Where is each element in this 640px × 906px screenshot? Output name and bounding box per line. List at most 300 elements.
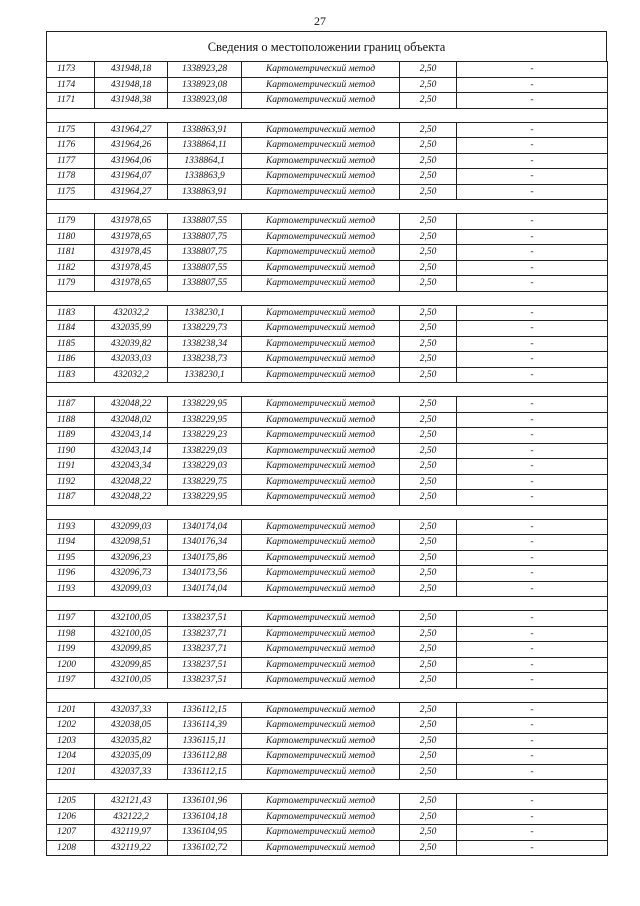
- description-cell: -: [457, 122, 608, 138]
- accuracy-cell: 2,50: [400, 474, 457, 490]
- table-row: [47, 153, 608, 169]
- point-number-cell: 1204: [47, 749, 95, 765]
- accuracy-cell: 2,50: [400, 428, 457, 444]
- coord-y-cell: 1338237,51: [168, 657, 242, 673]
- method-cell: Картометрический метод: [242, 794, 400, 810]
- separator-cell: [47, 291, 608, 305]
- coord-x-cell: 432099,03: [95, 581, 168, 597]
- description-cell: -: [457, 733, 608, 749]
- coord-x-cell: 432048,02: [95, 412, 168, 428]
- separator-cell: [47, 383, 608, 397]
- method-cell: Картометрический метод: [242, 749, 400, 765]
- method-cell: Картометрический метод: [242, 825, 400, 841]
- description-cell: -: [457, 535, 608, 551]
- method-cell: Картометрический метод: [242, 305, 400, 321]
- coord-x-cell: 432037,33: [95, 764, 168, 780]
- table-row: [47, 642, 608, 658]
- description-cell: -: [457, 794, 608, 810]
- table-row: [47, 626, 608, 642]
- description-cell: -: [457, 702, 608, 718]
- table-row: [47, 581, 608, 597]
- description-cell: -: [457, 62, 608, 78]
- accuracy-cell: 2,50: [400, 62, 457, 78]
- method-cell: Картометрический метод: [242, 397, 400, 413]
- accuracy-cell: 2,50: [400, 412, 457, 428]
- group-separator-row: [47, 383, 608, 397]
- description-cell: -: [457, 260, 608, 276]
- coord-x-cell: 432099,03: [95, 519, 168, 535]
- method-cell: Картометрический метод: [242, 412, 400, 428]
- method-cell: Картометрический метод: [242, 153, 400, 169]
- coord-x-cell: 432099,85: [95, 657, 168, 673]
- accuracy-cell: 2,50: [400, 673, 457, 689]
- description-cell: -: [457, 336, 608, 352]
- accuracy-cell: 2,50: [400, 657, 457, 673]
- table-row: [47, 718, 608, 734]
- point-number-cell: 1180: [47, 229, 95, 245]
- accuracy-cell: 2,50: [400, 702, 457, 718]
- coord-x-cell: 431964,27: [95, 184, 168, 200]
- accuracy-cell: 2,50: [400, 809, 457, 825]
- point-number-cell: 1182: [47, 260, 95, 276]
- coord-y-cell: 1336115,11: [168, 733, 242, 749]
- accuracy-cell: 2,50: [400, 352, 457, 368]
- separator-cell: [47, 688, 608, 702]
- description-cell: -: [457, 245, 608, 261]
- accuracy-cell: 2,50: [400, 550, 457, 566]
- coord-x-cell: 432100,05: [95, 611, 168, 627]
- method-cell: Картометрический метод: [242, 764, 400, 780]
- table-row: [47, 764, 608, 780]
- accuracy-cell: 2,50: [400, 566, 457, 582]
- description-cell: -: [457, 519, 608, 535]
- coord-x-cell: 432043,14: [95, 428, 168, 444]
- point-number-cell: 1184: [47, 321, 95, 337]
- description-cell: -: [457, 809, 608, 825]
- accuracy-cell: 2,50: [400, 825, 457, 841]
- method-cell: Картометрический метод: [242, 809, 400, 825]
- point-number-cell: 1197: [47, 611, 95, 627]
- table-row: [47, 535, 608, 551]
- point-number-cell: 1186: [47, 352, 95, 368]
- coord-x-cell: 432100,05: [95, 626, 168, 642]
- table-row: [47, 749, 608, 765]
- table-row: [47, 443, 608, 459]
- table-row: [47, 321, 608, 337]
- table-row: [47, 611, 608, 627]
- coord-y-cell: 1338229,23: [168, 428, 242, 444]
- group-separator-row: [47, 505, 608, 519]
- coord-x-cell: 431948,38: [95, 93, 168, 109]
- coord-y-cell: 1338863,91: [168, 184, 242, 200]
- table-row: [47, 550, 608, 566]
- method-cell: Картометрический метод: [242, 245, 400, 261]
- accuracy-cell: 2,50: [400, 93, 457, 109]
- point-number-cell: 1208: [47, 840, 95, 856]
- coord-y-cell: 1338923,08: [168, 77, 242, 93]
- coord-x-cell: 431978,65: [95, 214, 168, 230]
- coord-y-cell: 1336114,39: [168, 718, 242, 734]
- description-cell: -: [457, 153, 608, 169]
- method-cell: Картометрический метод: [242, 459, 400, 475]
- description-cell: -: [457, 642, 608, 658]
- coord-y-cell: 1338864,1: [168, 153, 242, 169]
- description-cell: -: [457, 214, 608, 230]
- method-cell: Картометрический метод: [242, 718, 400, 734]
- table-row: [47, 336, 608, 352]
- description-cell: -: [457, 321, 608, 337]
- point-number-cell: 1175: [47, 122, 95, 138]
- accuracy-cell: 2,50: [400, 459, 457, 475]
- method-cell: Картометрический метод: [242, 535, 400, 551]
- table-row: [47, 794, 608, 810]
- coord-x-cell: 431964,26: [95, 138, 168, 154]
- point-number-cell: 1188: [47, 412, 95, 428]
- coord-x-cell: 432035,99: [95, 321, 168, 337]
- description-cell: -: [457, 229, 608, 245]
- point-number-cell: 1207: [47, 825, 95, 841]
- coord-x-cell: 431948,18: [95, 77, 168, 93]
- description-cell: -: [457, 490, 608, 506]
- method-cell: Картометрический метод: [242, 260, 400, 276]
- accuracy-cell: 2,50: [400, 626, 457, 642]
- table-row: [47, 840, 608, 856]
- table-row: [47, 229, 608, 245]
- coord-x-cell: 432098,51: [95, 535, 168, 551]
- point-number-cell: 1191: [47, 459, 95, 475]
- coord-y-cell: 1336112,15: [168, 702, 242, 718]
- point-number-cell: 1196: [47, 566, 95, 582]
- point-number-cell: 1200: [47, 657, 95, 673]
- point-number-cell: 1203: [47, 733, 95, 749]
- coord-y-cell: 1340175,86: [168, 550, 242, 566]
- table-row: [47, 428, 608, 444]
- description-cell: -: [457, 412, 608, 428]
- point-number-cell: 1181: [47, 245, 95, 261]
- method-cell: Картометрический метод: [242, 229, 400, 245]
- table-row: [47, 566, 608, 582]
- point-number-cell: 1195: [47, 550, 95, 566]
- point-number-cell: 1193: [47, 581, 95, 597]
- description-cell: -: [457, 77, 608, 93]
- point-number-cell: 1183: [47, 305, 95, 321]
- table-row: [47, 184, 608, 200]
- method-cell: Картометрический метод: [242, 169, 400, 185]
- table-row: [47, 474, 608, 490]
- point-number-cell: 1176: [47, 138, 95, 154]
- coord-y-cell: 1336104,95: [168, 825, 242, 841]
- accuracy-cell: 2,50: [400, 321, 457, 337]
- accuracy-cell: 2,50: [400, 260, 457, 276]
- accuracy-cell: 2,50: [400, 305, 457, 321]
- table-row: [47, 62, 608, 78]
- table-body: [47, 62, 608, 856]
- coord-x-cell: 432039,82: [95, 336, 168, 352]
- coord-y-cell: 1336112,15: [168, 764, 242, 780]
- point-number-cell: 1190: [47, 443, 95, 459]
- accuracy-cell: 2,50: [400, 718, 457, 734]
- description-cell: -: [457, 169, 608, 185]
- description-cell: -: [457, 459, 608, 475]
- method-cell: Картометрический метод: [242, 367, 400, 383]
- coord-y-cell: 1340173,56: [168, 566, 242, 582]
- method-cell: Картометрический метод: [242, 673, 400, 689]
- separator-cell: [47, 108, 608, 122]
- coord-x-cell: 432032,2: [95, 305, 168, 321]
- description-cell: -: [457, 825, 608, 841]
- accuracy-cell: 2,50: [400, 642, 457, 658]
- method-cell: Картометрический метод: [242, 702, 400, 718]
- accuracy-cell: 2,50: [400, 169, 457, 185]
- table-row: [47, 397, 608, 413]
- coord-x-cell: 432043,14: [95, 443, 168, 459]
- group-separator-row: [47, 688, 608, 702]
- method-cell: Картометрический метод: [242, 840, 400, 856]
- table-row: [47, 490, 608, 506]
- description-cell: -: [457, 764, 608, 780]
- coord-x-cell: 431978,45: [95, 245, 168, 261]
- coord-x-cell: 431978,65: [95, 276, 168, 292]
- point-number-cell: 1201: [47, 764, 95, 780]
- table-row: [47, 673, 608, 689]
- coord-x-cell: 432099,85: [95, 642, 168, 658]
- table-row: [47, 702, 608, 718]
- accuracy-cell: 2,50: [400, 535, 457, 551]
- point-number-cell: 1194: [47, 535, 95, 551]
- point-number-cell: 1192: [47, 474, 95, 490]
- coord-x-cell: 432033,03: [95, 352, 168, 368]
- method-cell: Картометрический метод: [242, 550, 400, 566]
- coord-y-cell: 1338237,71: [168, 642, 242, 658]
- description-cell: -: [457, 367, 608, 383]
- description-cell: -: [457, 138, 608, 154]
- method-cell: Картометрический метод: [242, 321, 400, 337]
- description-cell: -: [457, 352, 608, 368]
- coord-y-cell: 1340174,04: [168, 581, 242, 597]
- accuracy-cell: 2,50: [400, 749, 457, 765]
- method-cell: Картометрический метод: [242, 490, 400, 506]
- table-row: [47, 77, 608, 93]
- coord-x-cell: 431964,27: [95, 122, 168, 138]
- accuracy-cell: 2,50: [400, 519, 457, 535]
- coord-y-cell: 1338229,03: [168, 459, 242, 475]
- accuracy-cell: 2,50: [400, 336, 457, 352]
- coord-x-cell: 432035,09: [95, 749, 168, 765]
- coord-x-cell: 431964,06: [95, 153, 168, 169]
- accuracy-cell: 2,50: [400, 764, 457, 780]
- table-row: [47, 519, 608, 535]
- coord-y-cell: 1338237,51: [168, 611, 242, 627]
- method-cell: Картометрический метод: [242, 276, 400, 292]
- accuracy-cell: 2,50: [400, 443, 457, 459]
- coord-x-cell: 431978,65: [95, 229, 168, 245]
- method-cell: Картометрический метод: [242, 214, 400, 230]
- table-title: Сведения о местоположении границ объекта: [46, 31, 607, 61]
- description-cell: -: [457, 428, 608, 444]
- coord-x-cell: 432048,22: [95, 490, 168, 506]
- accuracy-cell: 2,50: [400, 840, 457, 856]
- coord-y-cell: 1338229,03: [168, 443, 242, 459]
- coord-y-cell: 1336104,18: [168, 809, 242, 825]
- point-number-cell: 1183: [47, 367, 95, 383]
- accuracy-cell: 2,50: [400, 397, 457, 413]
- point-number-cell: 1187: [47, 397, 95, 413]
- coord-y-cell: 1338923,28: [168, 62, 242, 78]
- accuracy-cell: 2,50: [400, 367, 457, 383]
- description-cell: -: [457, 566, 608, 582]
- coord-x-cell: 432048,22: [95, 397, 168, 413]
- coord-y-cell: 1338229,73: [168, 321, 242, 337]
- table-row: [47, 260, 608, 276]
- table-row: [47, 657, 608, 673]
- coord-y-cell: 1338863,9: [168, 169, 242, 185]
- coord-x-cell: 432096,23: [95, 550, 168, 566]
- point-number-cell: 1199: [47, 642, 95, 658]
- accuracy-cell: 2,50: [400, 77, 457, 93]
- group-separator-row: [47, 108, 608, 122]
- accuracy-cell: 2,50: [400, 122, 457, 138]
- method-cell: Картометрический метод: [242, 138, 400, 154]
- point-number-cell: 1198: [47, 626, 95, 642]
- coord-y-cell: 1336112,88: [168, 749, 242, 765]
- coord-y-cell: 1338229,95: [168, 490, 242, 506]
- coord-x-cell: 432043,34: [95, 459, 168, 475]
- point-number-cell: 1189: [47, 428, 95, 444]
- point-number-cell: 1193: [47, 519, 95, 535]
- coord-x-cell: 432096,73: [95, 566, 168, 582]
- coord-y-cell: 1336101,96: [168, 794, 242, 810]
- coord-y-cell: 1338237,71: [168, 626, 242, 642]
- group-separator-row: [47, 780, 608, 794]
- method-cell: Картометрический метод: [242, 566, 400, 582]
- point-number-cell: 1174: [47, 77, 95, 93]
- coord-x-cell: 432100,05: [95, 673, 168, 689]
- separator-cell: [47, 597, 608, 611]
- accuracy-cell: 2,50: [400, 153, 457, 169]
- coord-y-cell: 1340174,04: [168, 519, 242, 535]
- description-cell: -: [457, 611, 608, 627]
- coord-y-cell: 1338807,75: [168, 229, 242, 245]
- description-cell: -: [457, 626, 608, 642]
- accuracy-cell: 2,50: [400, 733, 457, 749]
- table-row: [47, 169, 608, 185]
- coord-y-cell: 1338807,55: [168, 260, 242, 276]
- coord-x-cell: 432048,22: [95, 474, 168, 490]
- method-cell: Картометрический метод: [242, 657, 400, 673]
- table-row: [47, 276, 608, 292]
- point-number-cell: 1175: [47, 184, 95, 200]
- accuracy-cell: 2,50: [400, 229, 457, 245]
- accuracy-cell: 2,50: [400, 794, 457, 810]
- point-number-cell: 1185: [47, 336, 95, 352]
- description-cell: -: [457, 749, 608, 765]
- coord-x-cell: 431978,45: [95, 260, 168, 276]
- coord-x-cell: 432119,97: [95, 825, 168, 841]
- table-row: [47, 459, 608, 475]
- description-cell: -: [457, 276, 608, 292]
- description-cell: -: [457, 443, 608, 459]
- coord-y-cell: 1338807,55: [168, 214, 242, 230]
- method-cell: Картометрический метод: [242, 184, 400, 200]
- separator-cell: [47, 505, 608, 519]
- coord-x-cell: 432035,82: [95, 733, 168, 749]
- description-cell: -: [457, 840, 608, 856]
- coord-y-cell: 1338863,91: [168, 122, 242, 138]
- separator-cell: [47, 200, 608, 214]
- description-cell: -: [457, 718, 608, 734]
- coord-x-cell: 432032,2: [95, 367, 168, 383]
- method-cell: Картометрический метод: [242, 733, 400, 749]
- point-number-cell: 1205: [47, 794, 95, 810]
- method-cell: Картометрический метод: [242, 519, 400, 535]
- coord-x-cell: 432038,05: [95, 718, 168, 734]
- accuracy-cell: 2,50: [400, 138, 457, 154]
- accuracy-cell: 2,50: [400, 276, 457, 292]
- coord-y-cell: 1338864,11: [168, 138, 242, 154]
- coord-y-cell: 1338230,1: [168, 367, 242, 383]
- coord-y-cell: 1338229,95: [168, 412, 242, 428]
- method-cell: Картометрический метод: [242, 352, 400, 368]
- description-cell: -: [457, 184, 608, 200]
- description-cell: -: [457, 305, 608, 321]
- point-number-cell: 1202: [47, 718, 95, 734]
- point-number-cell: 1177: [47, 153, 95, 169]
- table-row: [47, 138, 608, 154]
- accuracy-cell: 2,50: [400, 214, 457, 230]
- accuracy-cell: 2,50: [400, 490, 457, 506]
- accuracy-cell: 2,50: [400, 581, 457, 597]
- description-cell: -: [457, 93, 608, 109]
- point-number-cell: 1197: [47, 673, 95, 689]
- separator-cell: [47, 780, 608, 794]
- method-cell: Картометрический метод: [242, 122, 400, 138]
- boundary-coordinates-table: [46, 61, 608, 856]
- table-row: [47, 93, 608, 109]
- description-cell: -: [457, 581, 608, 597]
- table-row: [47, 214, 608, 230]
- coord-y-cell: 1338238,73: [168, 352, 242, 368]
- method-cell: Картометрический метод: [242, 93, 400, 109]
- coord-y-cell: 1340176,34: [168, 535, 242, 551]
- point-number-cell: 1179: [47, 276, 95, 292]
- table-row: [47, 809, 608, 825]
- coord-x-cell: 431964,07: [95, 169, 168, 185]
- coord-y-cell: 1338230,1: [168, 305, 242, 321]
- point-number-cell: 1171: [47, 93, 95, 109]
- table-row: [47, 305, 608, 321]
- accuracy-cell: 2,50: [400, 245, 457, 261]
- method-cell: Картометрический метод: [242, 642, 400, 658]
- point-number-cell: 1173: [47, 62, 95, 78]
- description-cell: -: [457, 474, 608, 490]
- accuracy-cell: 2,50: [400, 611, 457, 627]
- coord-x-cell: 432119,22: [95, 840, 168, 856]
- point-number-cell: 1178: [47, 169, 95, 185]
- coord-y-cell: 1338229,75: [168, 474, 242, 490]
- table-row: [47, 733, 608, 749]
- description-cell: -: [457, 550, 608, 566]
- group-separator-row: [47, 597, 608, 611]
- coord-y-cell: 1338229,95: [168, 397, 242, 413]
- method-cell: Картометрический метод: [242, 474, 400, 490]
- coord-y-cell: 1336102,72: [168, 840, 242, 856]
- point-number-cell: 1201: [47, 702, 95, 718]
- accuracy-cell: 2,50: [400, 184, 457, 200]
- coord-x-cell: 432037,33: [95, 702, 168, 718]
- coord-y-cell: 1338807,75: [168, 245, 242, 261]
- group-separator-row: [47, 291, 608, 305]
- method-cell: Картометрический метод: [242, 62, 400, 78]
